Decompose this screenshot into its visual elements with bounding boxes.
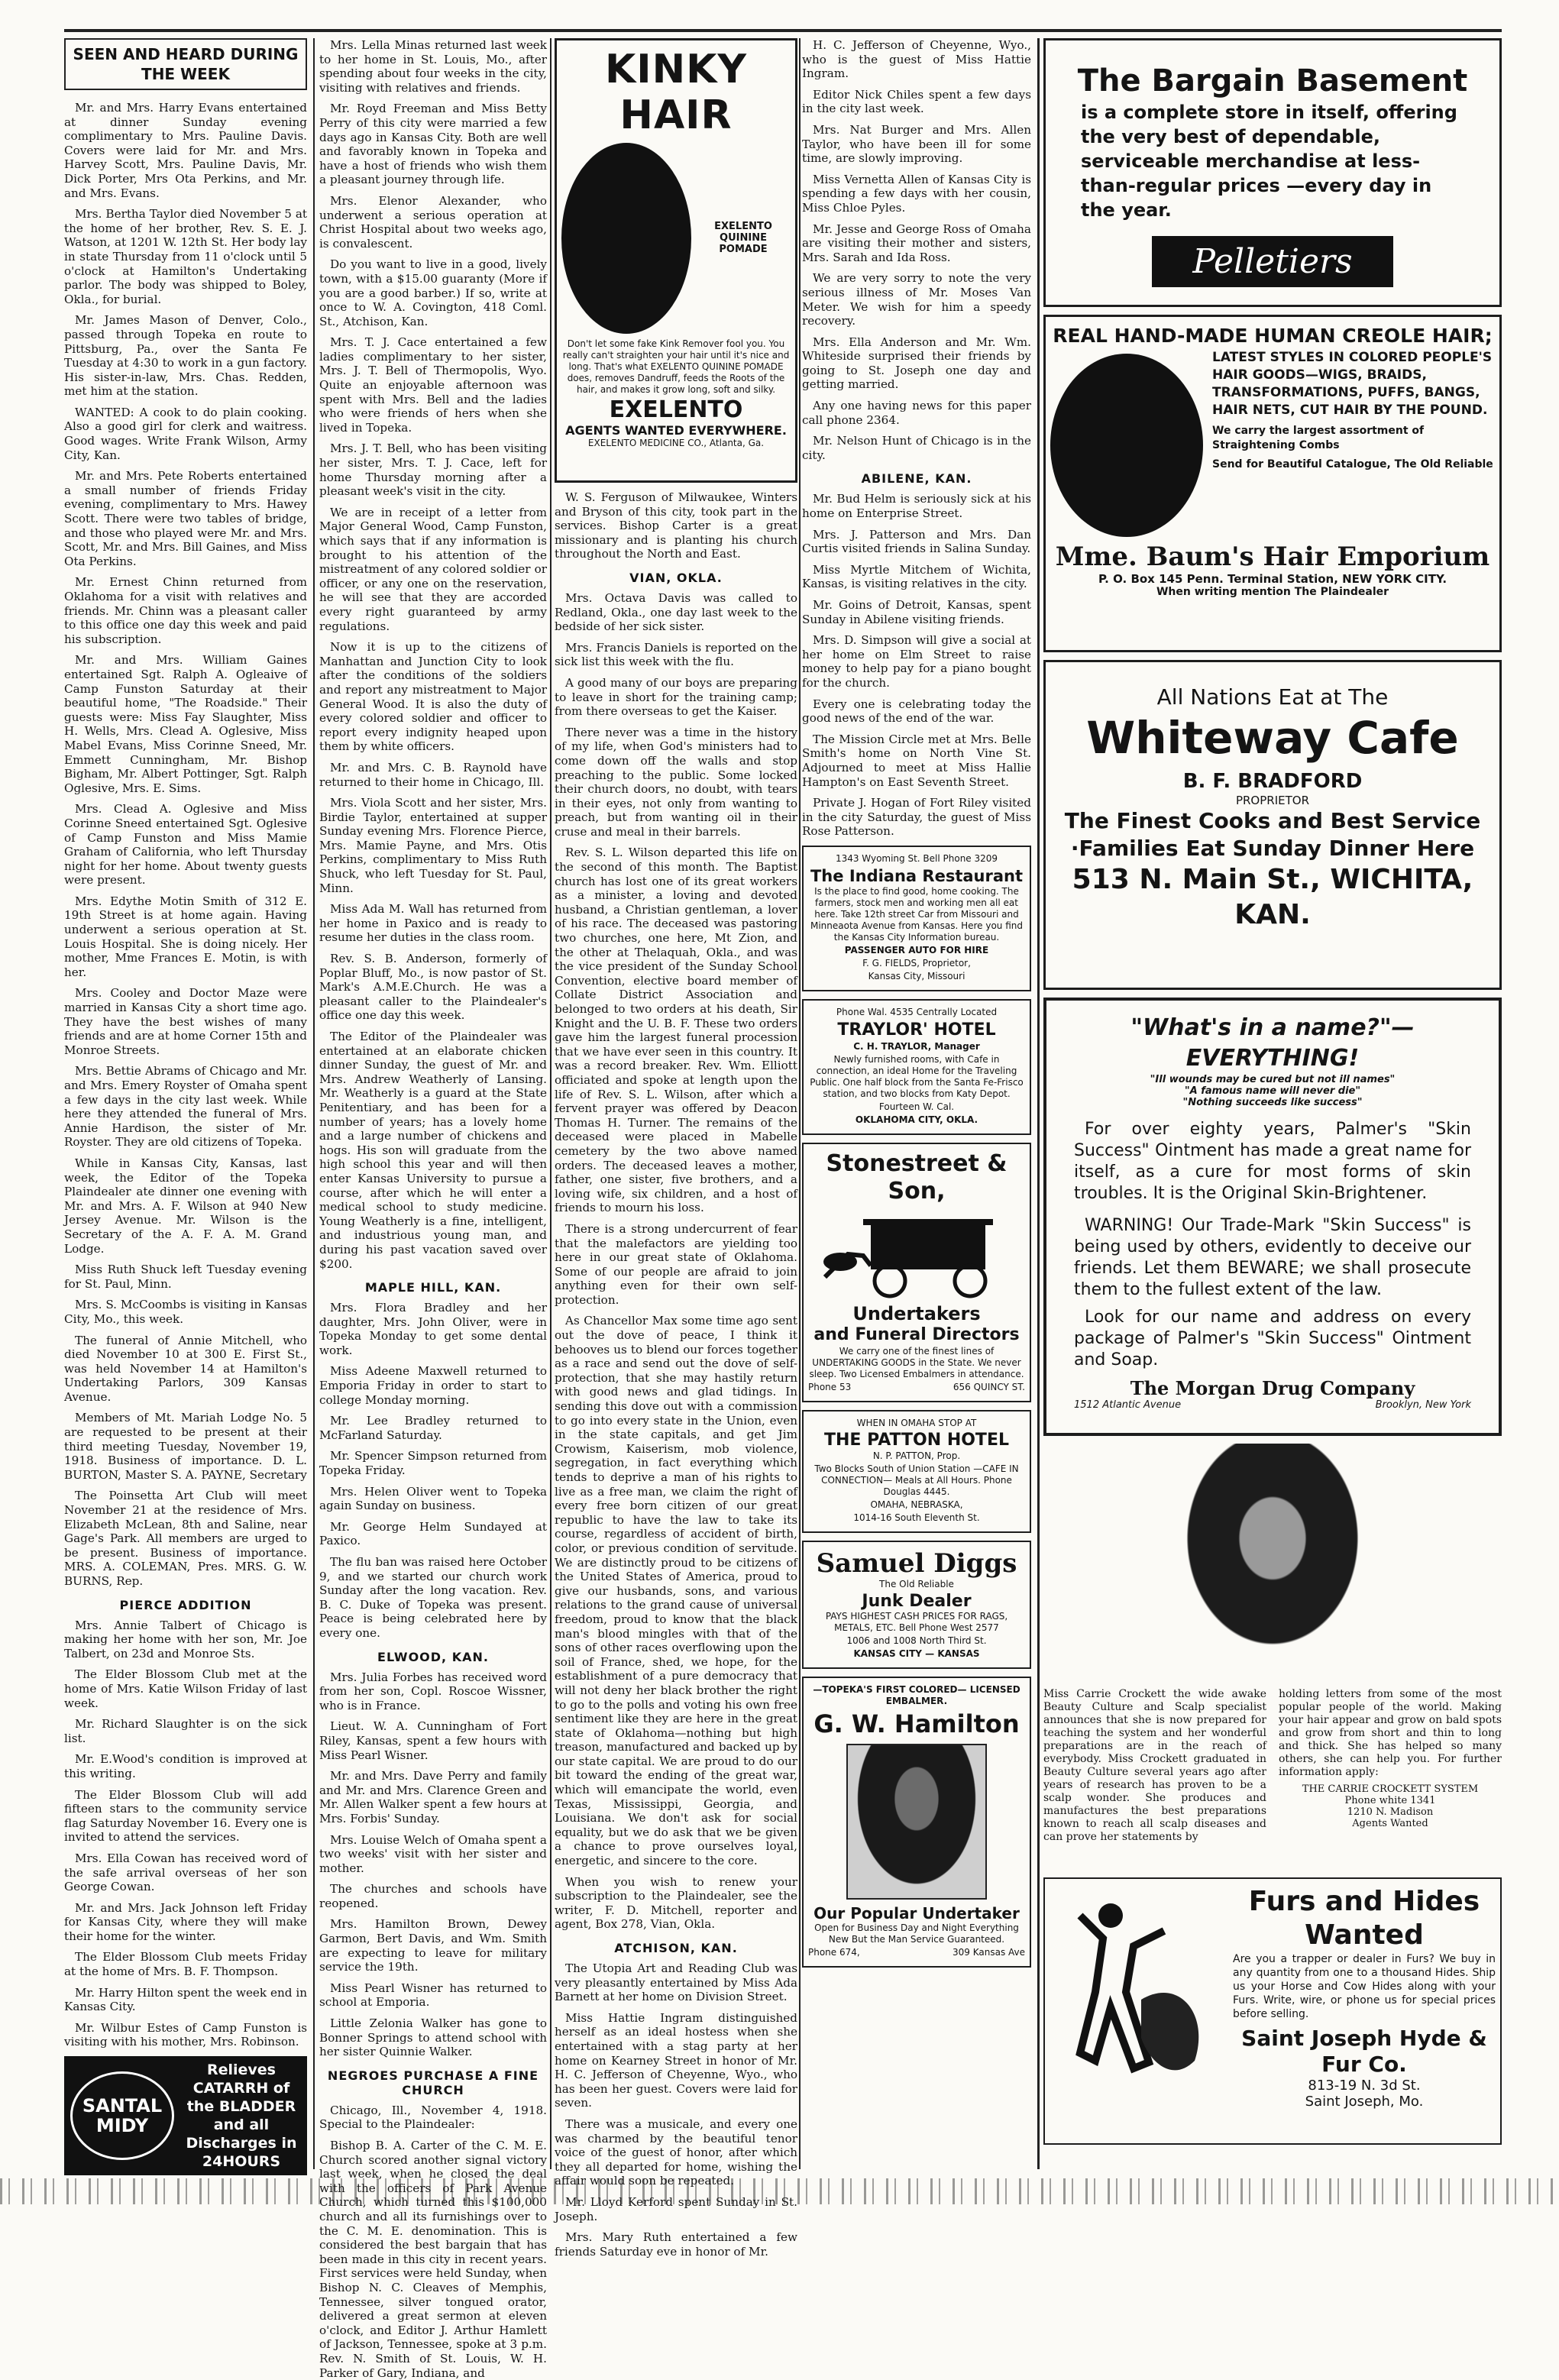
crockett-company: THE CARRIE CROCKETT SYSTEM (1302, 1783, 1479, 1795)
palmer-quote1: "Ill wounds may be cured but not ill names" (1150, 1074, 1396, 1085)
portrait-silhouette (1050, 354, 1203, 537)
article-list (64, 1618, 307, 2049)
article-paragraph: Mrs. Bertha Taylor died November 5 at the home of her brother, Rev. S. E. J. Watson, at 1201 W. 12th St. Her body lay in state Thursday from 11 o'clock until 5 o'clock at Hamilton's Undertaking parlor. The body was shipped to Boley, Okla., for burial. (64, 207, 307, 306)
heading-maple-hill: MAPLE HILL, KAN. (364, 1280, 502, 1295)
article-paragraph: Mr. Royd Freeman and Miss Betty Perry of this city were married a few days ago in Kansas City. Both are well and favorably known in Topeka and have a host of friends who wish them a pleasant journey through life. (319, 102, 547, 187)
article-list (555, 490, 797, 561)
furs-address: 813-19 N. 3d St. (1308, 2078, 1421, 2094)
article-paragraph: The Poinsetta Art Club will meet November 21 at the residence of Mrs. Elizabeth McLean, 8th and Saline, near Gage's Park. All members are urged to be present. Business of importance. MRS. A. COLEMAN, Pres. MRS. G. W. BURNS, Rep. (64, 1489, 307, 1588)
bargain-body: is a complete store in itself, offering the very best of dependable, serviceable merchandise at less-than-regular prices —every day in the year. (1081, 102, 1457, 221)
article-paragraph: Mrs. Hamilton Brown, Dewey Garmon, Bert Davis, and Wm. Smith are expecting to leave for military service the 19th. (319, 1917, 547, 1974)
page-bottom-noise (0, 2178, 1559, 2204)
article-list (319, 1670, 547, 2059)
diggs-sub: The Old Reliable (879, 1578, 954, 1589)
article-paragraph: Mrs. Octava Davis was called to Redland, Okla., one day last week to the bedside of her sick sister. (555, 590, 797, 634)
diggs-address: 1006 and 1008 North Third St. (846, 1635, 987, 1646)
creole-address: P. O. Box 145 Penn. Terminal Station, NEW YORK CITY. (1098, 572, 1447, 586)
article-paragraph: Miss Ada M. Wall has returned from her home in Paxico and is ready to resume her duties in the class room. (319, 902, 547, 945)
article-paragraph: Mr. and Mrs. Dave Perry and family and Mr. and Mrs. Clarence Green and Mr. Allen Walker spent a few hours at Mrs. Forbis' Sunday. (319, 1769, 547, 1825)
article-paragraph: Mr. Harry Hilton spent the week end in Kansas City. (64, 1985, 307, 2014)
article-list (319, 1301, 547, 1640)
creole-body: LATEST STYLES IN COLORED PEOPLE'S HAIR GOODS—WIGS, BRAIDS, TRANSFORMATIONS, PUFFS, BANGS, HAIR NETS, CUT HAIR BY THE POUND. (1212, 350, 1493, 418)
article-paragraph: Any one having news for this paper call phone 2364. (802, 399, 1031, 427)
palmer-quote3: "Nothing succeeds like success" (1182, 1097, 1363, 1108)
column-rule (1037, 38, 1040, 2169)
stonestreet-address: 656 QUINCY ST. (953, 1381, 1025, 1392)
column-4 (802, 38, 1031, 2169)
article-paragraph: Mrs. Lella Minas returned last week to her home in St. Louis, Mo., after spending about four weeks in the city, visiting with relatives and friends. (319, 38, 547, 95)
article-paragraph: We are very sorry to note the very serious illness of Mr. Moses Van Meter. We wish for him a speedy recovery. (802, 271, 1031, 328)
article-paragraph: When you wish to renew your subscription to the Plaindealer, see the writer, F. D. Mitchell, reporter and agent, Box 278, Vian, Okla. (555, 1874, 797, 1932)
article-paragraph: Mrs. Louise Welch of Omaha spent a two weeks' visit with her sister and mother. (319, 1832, 547, 1875)
article-paragraph: Mr. and Mrs. William Gaines entertained Sgt. Ralph A. Ogleaive of Camp Funston Saturday at their beautiful home, "The Roadside." Their guests were: Miss Fay Slaughter, Miss H. Wells, Mrs. Clead A. Oglesive, Miss Mabel Evans, Miss Corinne Sneed, Mr. Emmett Cunningham, Mr. Bishop Bigham, Mr. Albert Pottinger, Sgt. Ralph Oglesive, Mrs. E. Sims. (64, 653, 307, 795)
palmer-p2: WARNING! Our Trade-Mark "Skin Success" is being used by others, evidently to deceive our friends. Let them BEWARE; we shall prosecute them to the fullest extent of the law. (1074, 1216, 1471, 1299)
article-paragraph: The Utopia Art and Reading Club was very pleasantly entertained by Miss Ada Barnett at her home on Division Street. (555, 1961, 797, 2004)
creole-body2: We carry the largest assortment of Straightening Combs (1212, 425, 1425, 451)
heading-atchison: ATCHISON, KAN. (614, 1941, 738, 1955)
article-paragraph: We are in receipt of a letter from Major General Wood, Camp Funston, which says that if any information is brought to his attention of the mistreatment of any colored soldier or officer, or any one on the reservation, he will see that they are accorded every right guaranteed by army regulations. (319, 505, 547, 633)
whiteway-role: PROPRIETOR (1235, 794, 1310, 807)
article-paragraph: Mr. and Mrs. Jack Johnson left Friday for Kansas City, where they will make their home for the winter. (64, 1900, 307, 1943)
article-paragraph: Mrs. Nat Burger and Mrs. Allen Taylor, who have been ill for some time, are slowly improving. (802, 122, 1031, 166)
article-paragraph: Bishop B. A. Carter of the C. M. E. Church scored another signal victory last week, when he closed the deal with the officers of Park Avenue Church, which turned this $100,000 church and all its furnishings over to the C. M. E. denomination. This is considered the best bargain that has been made in this city in recent years. First services were held Sunday, when Bishop N. C. Cleaves of Memphis, Tennessee, silver tongued orator, delivered a great sermon at eleven o'clock, and Editor J. Arthur Hamlett of Jackson, Tennessee, spoke at 3 p.m. Rev. N. Smith of St. Louis, W. H. Parker of Gary, Indiana, and (319, 2139, 547, 2380)
article-paragraph: Every one is celebrating today the good news of the end of the war. (802, 697, 1031, 726)
article-paragraph: There was a musicale, and every one was charmed by the beautiful tenor voice of the guest of honor, after which they all departed for home, wishing the affair would soon be repeated. (555, 2116, 797, 2188)
article-paragraph: The Mission Circle met at Mrs. Belle Smith's home on North Vine St. Adjourned to meet at Miss Hallie Hampton's on East Seventh Street. (802, 732, 1031, 789)
article-paragraph: Mr. Goins of Detroit, Kansas, spent Sunday in Abilene visiting friends. (802, 598, 1031, 626)
stonestreet-sub2: and Funeral Directors (813, 1324, 1020, 1344)
article-paragraph: Mrs. J. T. Bell, who has been visiting her sister, Mrs. T. J. Cace, left for home Thursday morning after a pleasant week's visit in the city. (319, 441, 547, 499)
article-list (802, 492, 1031, 838)
kinky-hair-footer: EXELENTO MEDICINE CO., Atlanta, Ga. (587, 438, 765, 448)
patton-top: WHEN IN OMAHA STOP AT (856, 1417, 977, 1428)
indiana-restaurant-ad (802, 846, 1031, 991)
article-paragraph: Now it is up to the citizens of Manhattan and Junction City to look after the conditions of the soldiers and report any mistreatment to Major General Wood. It is also the duty of every colored soldier and officer to report every indignity heaped upon them by white officers. (319, 640, 547, 754)
article-paragraph: Do you want to live in a good, lively town, with a $15.00 guaranty (More if you are a good barber.) If so, write at once to W. A. Covington, 418 Coml. St., Atchison, Kan. (319, 257, 547, 328)
traylor-city: OKLAHOMA CITY, OKLA. (855, 1114, 978, 1125)
whiteway-title: Whiteway Cafe (1086, 712, 1459, 764)
whiteway-owner: B. F. BRADFORD (1182, 770, 1363, 793)
hamilton-top: —TOPEKA'S FIRST COLORED— LICENSED EMBALMER. (813, 1683, 1020, 1706)
article-paragraph: The churches and schools have reopened. (319, 1882, 547, 1910)
stonestreet-phone: Phone 53 (808, 1381, 852, 1392)
article-paragraph: Rev. S. L. Wilson departed this life on the second of this month. The Baptist church has lost one of its great workers as a minister, a loving and devoted husband, a Christian gentleman, a lover of his race. The deceased was pastoring two churches, one here, Mt Zion, and the other at Thelaquah, Okla., and was the vice president of the Sunday School Convention, elective board member of Collate District Association and belonged to two orders at his death, Sir Knight and the U. B. F. These two orders gave him the largest funeral procession that we have ever seen in this country. It was a record breaker. Rev. Wm. Elliott officiated and spoke at length upon the life of Rev. S. L. Wilson, after which a fervent prayer was offered by Deacon Thomas H. Turner. The remains of the deceased were placed in Mabelle cemetery by the two above named orders. The deceased leaves a mother, father, one sister, five brothers, and a loving wife, six children, and a host of friends to mourn his loss. (555, 846, 797, 1215)
article-paragraph: Chicago, Ill., November 4, 1918. Special to the Plaindealer: (319, 2103, 547, 2132)
whiteway-top: All Nations Eat at The (1156, 684, 1389, 710)
column-rule (799, 38, 801, 2169)
heading-pierce-addition: PIERCE ADDITION (119, 1597, 252, 1612)
top-rule (64, 29, 1502, 32)
article-paragraph: Mrs. Viola Scott and her sister, Mrs. Birdie Taylor, entertained at supper Sunday evening Mrs. Florence Pierce, Mrs. Mamie Payne, and Mrs. Otis Perkins, complimentary to Miss Ruth Shuck, who left Tuesday for St. Paul, Minn. (319, 796, 547, 895)
article-paragraph: Mrs. Annie Talbert of Chicago is making her home with her son, Mr. Joe Talbert, on 23d and Monroe Sts. (64, 1618, 307, 1661)
hamilton-phone: Phone 674, (808, 1946, 860, 1958)
article-paragraph: Mrs. T. J. Cace entertained a few ladies complimentary to her sister, Mrs. J. T. Bell of Thermopolis, Wyo. Quite an enjoyable afternoon was spent with Mrs. Bell and the ladies who were friends of hers when she lived in Topeka. (319, 335, 547, 435)
diggs-body: PAYS HIGHEST CASH PRICES FOR RAGS, METALS, ETC. Bell Phone West 2577 (825, 1610, 1008, 1633)
article-paragraph: Mrs. Mary Ruth entertained a few friends Saturday eve in honor of Mr. (555, 2230, 797, 2259)
traylor-body: Newly furnished rooms, with Cafe in connection, an ideal Home for the Traveling Public. One half block from the Santa Fe-Frisco station, and two blocks from Katy Depot. (810, 1053, 1024, 1099)
article-paragraph: Miss Ruth Shuck left Tuesday evening for St. Paul, Minn. (64, 1263, 307, 1291)
article-list (319, 38, 547, 1271)
carrie-crockett-ad (1043, 1444, 1502, 1871)
santal-midy-logo: SANTAL MIDY (70, 2071, 174, 2160)
article-paragraph: Mrs. D. Simpson will give a social at her home on Elm Street to raise money to help pay for a piano bought for the church. (802, 633, 1031, 690)
article-paragraph: A good many of our boys are preparing to leave in short for the training camp; from there overseas to get the Kaiser. (555, 675, 797, 719)
article-paragraph: Mr. and Mrs. Harry Evans entertained at dinner Sunday evening complimentary to Mrs. Pauline Davis. Covers were laid for Mr. and Mrs. Harvey Scott, Mrs. Pauline Davis, Mr. Dick Porter, Mrs Ota Perkins, and Mr. and Mrs. Evans. (64, 101, 307, 200)
indiana-title: The Indiana Restaurant (810, 866, 1023, 885)
furs-company: Saint Joseph Hyde & Fur Co. (1241, 2026, 1487, 2077)
hamilton-address: 309 Kansas Ave (953, 1946, 1025, 1958)
article-paragraph: The Editor of the Plaindealer was entertained at an elaborate chicken dinner Sunday, the guest of Mr. and Mrs. Andrew Weatherly of Lansing. Mr. Weatherly is a guard at the State Penitentiary, and has been for a number of years; has a lovely home and a large number of chickens and hogs. His son will graduate from the high school this year and will then enter Kansas University to pursue a course, after which he will enter a medical school to study medicine. Young Weatherly is a fine, intelligent, and industrious young man, and during his past vacation saved over $200. (319, 1030, 547, 1271)
article-paragraph: Mr. James Mason of Denver, Colo., passed through Topeka en route to Pittsburg, Pa., over the Santa Fe Tuesday at 4:30 to work in a gun factory. His sister-in-law, Mrs. Chas. Redden, met him at the station. (64, 313, 307, 399)
article-paragraph: Mr. Wilbur Estes of Camp Funston is visiting with his mother, Mrs. Robinson. (64, 2020, 307, 2049)
bargain-title: The Bargain Basement (1077, 63, 1468, 99)
palmer-address-left: 1512 Atlantic Avenue (1074, 1399, 1182, 1411)
article-paragraph: The funeral of Annie Mitchell, who died November 10 at 300 E. First St., was held November 14 at Hamilton's Undertaking Parlors, 309 Kansas Avenue. (64, 1333, 307, 1404)
stonestreet-sub1: Undertakers (852, 1302, 981, 1324)
furs-and-hides-ad (1043, 1877, 1502, 2145)
kinky-hair-ad (555, 38, 797, 483)
article-paragraph: Miss Pearl Wisner has returned to school at Emporia. (319, 1981, 547, 2010)
patton-title: THE PATTON HOTEL (824, 1430, 1009, 1450)
patton-owner: N. P. PATTON, Prop. (872, 1450, 961, 1461)
article-paragraph: There never was a time in the history of my life, when God's ministers had to come down off the walls and stop preaching to the public. Some locked their church doors, no doubt, with tears in their eyes, not only from wanting to preach, but from wanting oil in their cruse and meal in their barrels. (555, 725, 797, 839)
palmer-p1: For over eighty years, Palmer's "Skin Success" Ointment has made a great name for itself, as a cure for most forms of skin troubles. It is the Original Skin-Brightener. (1074, 1120, 1471, 1203)
furs-title: Furs and Hides Wanted (1248, 1886, 1480, 1951)
article-paragraph: Miss Vernetta Allen of Kansas City is spending a few days with her cousin, Miss Chloe Pyles. (802, 172, 1031, 215)
article-paragraph: Miss Hattie Ingram distinguished herself as an ideal hostess when she entertained with a stag party at her home on Kearney Street in honor of Mr. H. C. Jefferson of Cheyenne, Wyo., who has been her guest. Covers were laid for seven. (555, 2010, 797, 2110)
column-5 (1043, 38, 1502, 2169)
heading-abilene: ABILENE, KAN. (861, 471, 972, 487)
column-1 (64, 38, 307, 2169)
article-paragraph: Mr. Spencer Simpson returned from Topeka Friday. (319, 1449, 547, 1478)
heading-vian: VIAN, OKLA. (629, 570, 723, 585)
article-paragraph: Mrs. Edythe Motin Smith of 312 E. 19th Street is at home again. Having underwent a serious operation at St. Louis Hospital. She is doing nicely. Her mother, Mme Frances E. Motin, is with her. (64, 894, 307, 979)
article-paragraph: Mrs. Cooley and Doctor Maze were married in Kansas City a short time ago. They have the best wishes of many friends and are at home Corner 15th and Monroe Streets. (64, 986, 307, 1057)
indiana-auto: PASSENGER AUTO FOR HIRE (844, 944, 989, 956)
traylor-manager: C. H. TRAYLOR, Manager (853, 1040, 980, 1052)
column-2 (319, 38, 547, 2380)
heading-negroes-purchase-church: NEGROES PURCHASE A FINE CHURCH (327, 2068, 539, 2097)
santal-midy-text: Relieves CATARRH of the BLADDER and all Discharges in 24HOURS (186, 2061, 297, 2171)
whiteway-line1: The Finest Cooks and Best Service (1064, 808, 1481, 833)
whiteway-address: 513 N. Main St., WICHITA, KAN. (1072, 864, 1473, 930)
article-paragraph: As Chancellor Max some time ago sent out the dove of peace, I think it behooves us to blend our forces together as a race and send out the dove of self-protection, that she may hastily return with good news and glad tidings. In sending this dove out with a commission to go into every state in the Union, even in the state capitals, and get Jim Crowism, Kaiserism, mob violence, segregation, in fact everything which tends to deprive a man of his rights to live as a free man, we claim the right of every free born citizen of our great republic to have the law to take its course, regardless of accident of birth, color, or previous condition of servitude. We are distinctly proud to be citizens of the United States of America, proud to give our husbands, sons, and various relations to the grand cause of universal freedom, proud to know that the black man's blood mingles with that of the sons of other races overflowing upon the soil of France, shed, we hope, for the establishment of a pure democracy that will not deny her black brother the right to go to the polls and voting his own free sentiment like they are here in the great state of Oklahoma—nothing but high treason, manufactured and backed up by our state capital. We are proud to do our bit toward the ending of the great war, which will emancipate the world, even Texas, Mississippi, Georgia, and Louisiana. We don't ask for social equality, but we do ask that we be given a chance to prove ourselves loyal, energetic, and sincere to the core. (555, 1314, 797, 1868)
portrait-silhouette (561, 143, 691, 334)
article-paragraph: Editor Nick Chiles spent a few days in the city last week. (802, 87, 1031, 116)
article-list (555, 1961, 797, 2259)
article-paragraph: Mr. and Mrs. Pete Roberts entertained a small number of friends Friday evening, complimentary to Mrs. Hawey Scott. There were two tables of bridge, and those who played were Mr. and Mrs. Scott, Mr. and Mrs. Bill Gaines, and Miss Ota Perkins. (64, 469, 307, 568)
article-paragraph: Mr. George Helm Sundayed at Paxico. (319, 1519, 547, 1548)
article-paragraph: Lieut. W. A. Cunningham of Fort Riley, Kansas, spent a few hours with Miss Pearl Wisner. (319, 1719, 547, 1762)
article-paragraph: Mrs. Helen Oliver went to Topeka again Sunday on business. (319, 1484, 547, 1513)
article-paragraph: The Elder Blossom Club met at the home of Mrs. Katie Wilson Friday of last week. (64, 1667, 307, 1710)
indiana-city: Kansas City, Missouri (868, 970, 965, 981)
traylor-title: TRAYLOR' HOTEL (837, 1020, 996, 1040)
patton-body: Two Blocks South of Union Station —CAFE IN CONNECTION— Meals at All Hours. Phone Douglas 4445. (814, 1463, 1019, 1497)
hamilton-body: Open for Business Day and Night Everything New But the Man Service Guaranteed. (814, 1922, 1019, 1945)
article-paragraph: Mrs. Francis Daniels is reported on the sick list this week with the flu. (555, 640, 797, 669)
article-paragraph: WANTED: A cook to do plain cooking. Also a good girl for clerk and waitress. Good wages. Write Frank Wilson, Army City, Kan. (64, 405, 307, 462)
article-paragraph: Mrs. J. Patterson and Mrs. Dan Curtis visited friends in Salina Sunday. (802, 527, 1031, 556)
palmer-company: The Morgan Drug Company (1130, 1377, 1415, 1399)
hearse-carriage-icon (817, 1208, 1016, 1300)
hamilton-footer: Our Popular Undertaker (813, 1903, 1020, 1922)
article-paragraph: Mrs. Bettie Abrams of Chicago and Mr. and Mrs. Emery Royster of Omaha spent a few days in the city last week. While here they attended the funeral of Mrs. Annie Hardison, the sister of Mr. Royster. They are old citizens of Topeka. (64, 1064, 307, 1150)
traylor-top-line: Phone Wal. 4535 Centrally Located (836, 1006, 998, 1017)
heading-elwood: ELWOOD, KAN. (377, 1649, 489, 1664)
hamilton-title: G. W. Hamilton (813, 1709, 1020, 1738)
santal-midy-ad (64, 2056, 307, 2175)
article-paragraph: Mr. and Mrs. C. B. Raynold have returned to their home in Chicago, Ill. (319, 760, 547, 789)
palmer-p3: Look for our name and address on every package of Palmer's "Skin Success" Ointment and Soap. (1074, 1308, 1471, 1369)
article-paragraph: Mrs. Clead A. Oglesive and Miss Corinne Sneed entertained Sgt. Oglesive of Camp Funston and Miss Mamie Graham of California, who left Thursday night for her home. About twenty guests were present. (64, 802, 307, 888)
kinky-hair-agents: AGENTS WANTED EVERYWHERE. (565, 423, 787, 438)
indiana-body: Is the place to find good, home cooking. The farmers, stock men and working men all eat here. Take 12th street Car from Missouri and Minneaota Avenue from Kansas. Here you find the Kansas City Information bureau. (810, 885, 1023, 943)
palmer-title: "What's in a name?"—EVERYTHING! (1130, 1014, 1415, 1072)
article-paragraph: Private J. Hogan of Fort Riley visited in the city Saturday, the guest of Miss Rose Patterson. (802, 796, 1031, 839)
stonestreet-title: Stonestreet & Son, (826, 1150, 1008, 1205)
kinky-hair-side-text: EXELENTO QUININE POMADE (714, 220, 772, 255)
article-paragraph: Mr. Lloyd Kerford spent Sunday in St. Joseph. (555, 2194, 797, 2223)
furs-city: Saint Joseph, Mo. (1305, 2094, 1424, 2110)
crockett-portrait (1158, 1444, 1387, 1680)
column-rule (313, 38, 315, 2169)
article-paragraph: Mrs. Ella Cowan has received word of the safe arrival overseas of her son George Cowan. (64, 1851, 307, 1894)
kinky-hair-body: Don't let some fake Kink Remover fool you. You really can't straighten your hair until it's nice and long. That's what EXELENTO QUININE POMADE does, removes Dandruff, feeds the Roots of the hair, and makes it grow long, soft and silky. (562, 338, 790, 395)
traylor-street: Fourteen W. Cal. (878, 1101, 955, 1112)
article-paragraph: H. C. Jefferson of Cheyenne, Wyo., who is the guest of Miss Hattie Ingram. (802, 38, 1031, 81)
article-paragraph: Mr. Lee Bradley returned to McFarland Saturday. (319, 1414, 547, 1442)
creole-send: Send for Beautiful Catalogue, The Old Reliable (1212, 458, 1493, 471)
creole-mention: When writing mention The Plaindealer (1156, 586, 1389, 598)
kinky-hair-title: KINKY HAIR (604, 47, 748, 138)
stonestreet-body: We carry one of the finest lines of UNDERTAKING GOODS in the State. We never sleep. Two Licensed Embalmers in attendance. (809, 1345, 1024, 1379)
crockett-left-text: Miss Carrie Crockett the wide awake Beauty Culture and Scalp specialist announces that she is now prepared for teaching the system and her wonderful preparations are in the reach of everybody. Miss Crockett graduated in Beauty Culture several years ago after years of research has proven to be a scalp wonder. She produces and manufactures the best preparations known to reach all scalp diseases and can prove her statements by (1043, 1688, 1266, 1843)
article-list (64, 101, 307, 1589)
creole-title: REAL HAND-MADE HUMAN CREOLE HAIR; (1053, 325, 1493, 347)
crockett-right-text: holding letters from some of the most popular people of the world. Making your hair appear and grow on bald spots and grow from short and thin to long and thick. She has helped so many others, she can help you. For further information apply: (1279, 1688, 1502, 1778)
article-paragraph: The Elder Blossom Club meets Friday at the home of Mrs. B. F. Thompson. (64, 1950, 307, 1979)
article-paragraph: Mrs. S. McCoombs is visiting in Kansas City, Mo., this week. (64, 1298, 307, 1326)
palmer-address-right: Brooklyn, New York (1375, 1399, 1471, 1411)
article-paragraph: Mrs. Elenor Alexander, who underwent a serious operation at Christ Hospital about two weeks ago, is convalescent. (319, 193, 547, 251)
article-paragraph: Mr. Bud Helm is seriously sick at his home on Enterprise Street. (802, 492, 1031, 521)
article-paragraph: Mr. Jesse and George Ross of Omaha are visiting their mother and sisters, Mrs. Sarah and Ida Ross. (802, 222, 1031, 264)
article-paragraph: Mrs. Julia Forbes has received word from her son, Copl. Roscoe Wissner, who is in France. (319, 1670, 547, 1712)
article-paragraph: Little Zelonia Walker has gone to Bonner Springs to attend school with her sister Quinnie Walker. (319, 2016, 547, 2059)
article-paragraph: The flu ban was raised here October 9, and we started our church work Sunday after the long vacation. Rev. B. C. Duke of Topeka was present. Peace is being celebrated here by every one. (319, 1555, 547, 1640)
palmer-quote2: "A famous name will never die" (1184, 1085, 1361, 1097)
patton-hotel-ad (802, 1410, 1031, 1533)
furs-body: Are you a trapper or dealer in Furs? We buy in any quantity from one to a thousand Hides. Ship us your Horse and Cow Hides along with your Furs. Write, wire, or phone us for special prices before selling. (1233, 1953, 1496, 2020)
trapper-illustration-icon (1050, 1885, 1225, 2114)
crockett-address: 1210 N. Madison (1347, 1806, 1434, 1818)
article-list (555, 591, 797, 1932)
article-paragraph: Members of Mt. Mariah Lodge No. 5 are requested to be present at their third meeting Tuesday, November 19, 1918. Business of importance. D. L. BURTON, Master S. A. PAYNE, Secretary (64, 1411, 307, 1482)
article-paragraph: Mr. E.Wood's condition is improved at this writing. (64, 1752, 307, 1780)
creole-hair-ad (1043, 315, 1502, 652)
article-paragraph: Miss Myrtle Mitchem of Wichita, Kansas, is visiting relatives in the city. (802, 562, 1031, 591)
patton-address: 1014-16 South Eleventh St. (853, 1512, 980, 1523)
crockett-phone: Phone white 1341 (1344, 1795, 1436, 1806)
hamilton-portrait (846, 1744, 987, 1900)
kinky-hair-name: EXELENTO (609, 396, 743, 423)
whiteway-line2: ·Families Eat Sunday Dinner Here (1070, 836, 1475, 861)
traylor-hotel-ad (802, 999, 1031, 1135)
article-list (802, 38, 1031, 462)
section-heading-seen-and-heard: SEEN AND HEARD DURING THE WEEK (64, 38, 307, 90)
whiteway-cafe-ad (1043, 660, 1502, 990)
pelletiers-logo: Pelletiers (1152, 236, 1393, 287)
article-paragraph: There is a strong undercurrent of fear that the malefactors are yielding too here in our great state of Oklahoma. Some of our people are afraid to join anything even for their own self-protection. (555, 1221, 797, 1307)
article-paragraph: The Elder Blossom Club will add fifteen stars to the community service flag Saturday November 16. Every one is invited to attend the services. (64, 1787, 307, 1845)
article-paragraph: Mr. Ernest Chinn returned from Oklahoma for a visit with relatives and friends. Mr. Chinn was a pleasant caller to this office one day this week and paid his subscription. (64, 575, 307, 646)
article-paragraph: Miss Adeene Maxwell returned to Emporia Friday in order to start to college Monday morning. (319, 1364, 547, 1407)
creole-name: Mme. Baum's Hair Emporium (1055, 542, 1490, 572)
column-3 (555, 38, 797, 2259)
samuel-diggs-ad (802, 1541, 1031, 1669)
diggs-title: Samuel Diggs (816, 1547, 1017, 1579)
patton-city: OMAHA, NEBRASKA, (870, 1499, 963, 1510)
hamilton-ad (802, 1677, 1031, 1968)
article-paragraph: While in Kansas City, Kansas, last week, the Editor of the Topeka Plaindealer ate dinner one evening with Mr. and Mrs. A. F. Wilson at 940 New Jersey Avenue. Mr. Wilson is the Secretary of the A. F. A. M. Grand Lodge. (64, 1156, 307, 1256)
diggs-sub2: Junk Dealer (862, 1591, 972, 1611)
article-paragraph: Mrs. Ella Anderson and Mr. Wm. Whiteside surprised their friends by going to St. Joseph one day and getting married. (802, 335, 1031, 392)
article-paragraph: Mrs. Flora Bradley and her daughter, Mrs. John Oliver, were in Topeka Monday to get some dental work. (319, 1301, 547, 1357)
crockett-agents: Agents Wanted (1352, 1818, 1428, 1829)
column-rule (550, 38, 551, 2169)
article-paragraph: Rev. S. B. Anderson, formerly of Poplar Bluff, Mo., is now pastor of St. Mark's A.M.E.Church. He was a pleasant caller to the Plaindealer's office one day this week. (319, 952, 547, 1023)
article-paragraph: Mr. Richard Slaughter is on the sick list. (64, 1717, 307, 1745)
article-list (319, 2104, 547, 2380)
article-paragraph: Mr. Nelson Hunt of Chicago is in the city. (802, 434, 1031, 462)
bargain-basement-ad (1043, 38, 1502, 307)
diggs-city: KANSAS CITY — KANSAS (853, 1648, 980, 1659)
stonestreet-ad (802, 1143, 1031, 1402)
indiana-top-line: 1343 Wyoming St. Bell Phone 3209 (835, 852, 998, 864)
indiana-owner: F. G. FIELDS, Proprietor, (862, 957, 971, 968)
palmer-skin-success-ad (1043, 998, 1502, 1436)
article-paragraph: W. S. Ferguson of Milwaukee, Winters and Bryson of this city, took part in the services. Bishop Carter is a great missionary and is planting his church throughout the North and East. (555, 490, 797, 561)
